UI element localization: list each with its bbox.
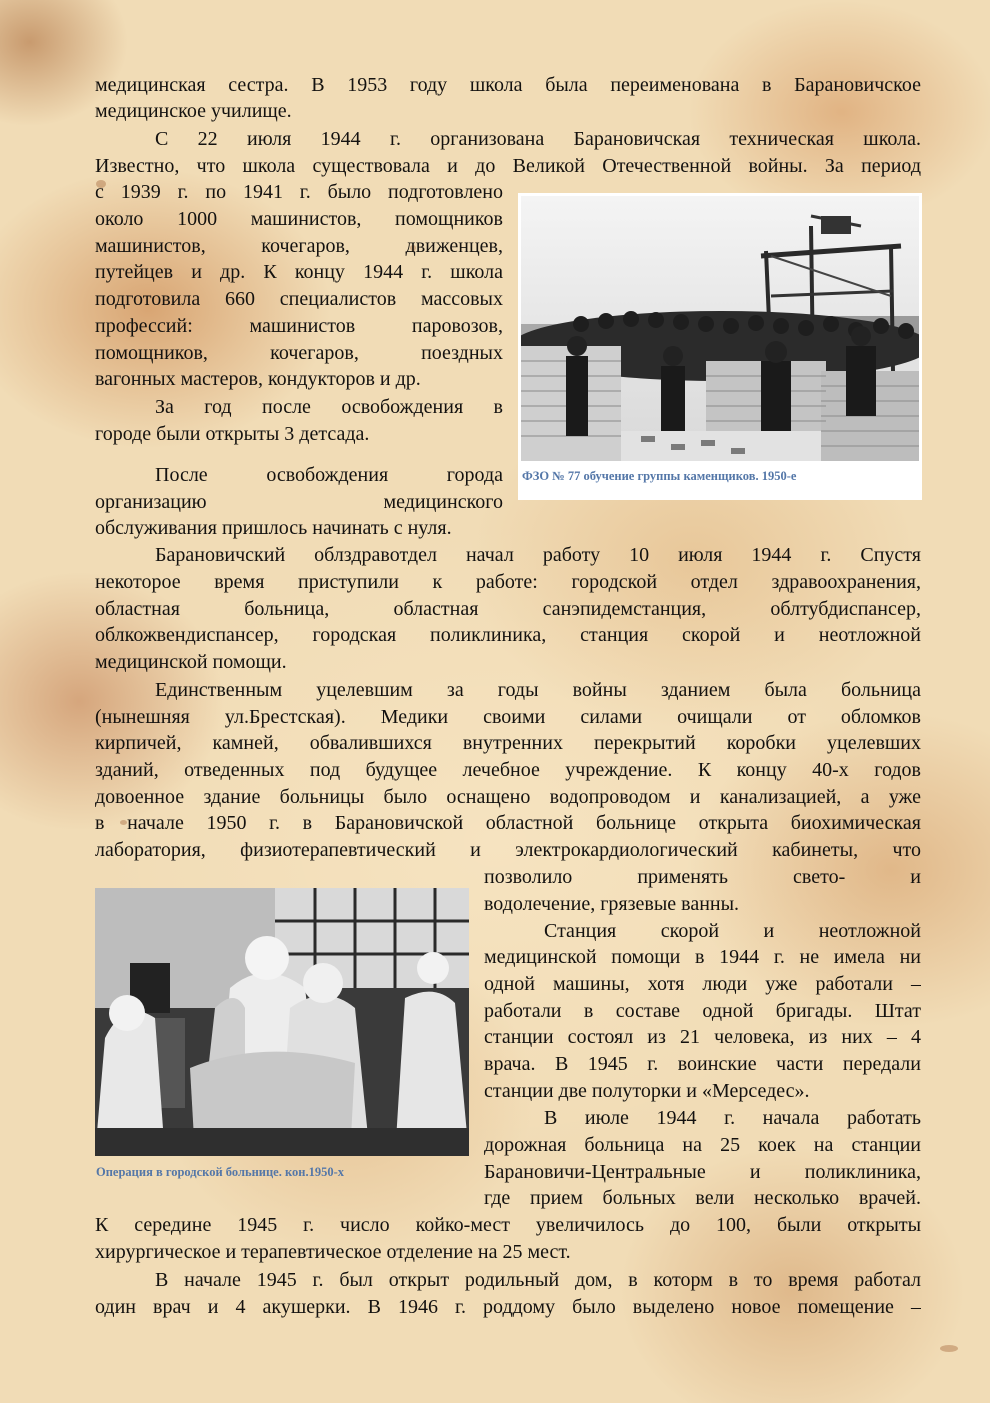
text-line: В начале 1945 г. был открыт родильный дом, в которм в то время работал	[155, 1269, 921, 1291]
text-line: помощников, кочегаров, поездных	[95, 342, 503, 364]
text-line: медицинское училище.	[95, 100, 292, 122]
text-line: довоенное здание больницы было оснащено водопроводом и канализацией, а уже	[95, 786, 921, 808]
text-line: городе были открыты 3 детсада.	[95, 423, 370, 445]
paper-stain	[940, 1345, 958, 1352]
text-line: станции две полуторки и «Мерседес».	[484, 1080, 810, 1102]
text-line: врача. В 1945 г. воинские части передали	[484, 1053, 921, 1075]
text-line: профессий: машинистов паровозов,	[95, 315, 503, 337]
masons-photo-caption: ФЗО № 77 обучение группы каменщиков. 1950-е	[522, 469, 797, 483]
text-line: Единственным уцелевшим за годы войны зданием была больница	[155, 679, 921, 701]
text-line: К середине 1945 г. число койко-мест увеличилось до 100, были открыты	[95, 1214, 921, 1236]
text-line: дорожная больница на 25 коек на станции	[484, 1134, 921, 1156]
text-line: в начале 1950 г. в Барановичской областной больнице открыта биохимическая	[95, 812, 921, 834]
text-line: подготовила 660 специалистов массовых	[95, 288, 503, 310]
text-line: За год после освобождения в	[155, 396, 503, 418]
text-line: некоторое время приступили к работе: городской отдел здравоохранения,	[95, 571, 921, 593]
surgery-photo-image	[95, 888, 469, 1156]
text-line: Барановичи-Центральные и поликлиника,	[484, 1161, 921, 1183]
text-line: один врач и 4 акушерки. В 1946 г. роддому было выделено новое помещение –	[95, 1296, 921, 1318]
text-line: После освобождения города	[155, 464, 503, 486]
surgery-photo-caption: Операция в городской больнице. кон.1950-х	[96, 1165, 345, 1179]
text-line: работали в составе одной бригады. Штат	[484, 1000, 921, 1022]
text-line: лаборатория, физиотерапевтический и электрокардиологический кабинеты, что	[95, 839, 921, 861]
text-line: машинистов, кочегаров, движенцев,	[95, 235, 503, 257]
text-line: медицинской помощи в 1944 г. не имела ни	[484, 946, 921, 968]
text-line: Известно, что школа существовала и до Великой Отечественной войны. За период	[95, 155, 921, 177]
text-line: (нынешняя ул.Брестская). Медики своими силами очищали от обломков	[95, 706, 921, 728]
text-line: обслуживания пришлось начинать с нуля.	[95, 517, 452, 539]
masons-training-photo	[521, 196, 919, 461]
text-line: станции состоял из 21 человека, из них – 4	[484, 1026, 921, 1048]
masons-photo-image	[521, 196, 919, 461]
text-line: медицинской помощи.	[95, 651, 287, 673]
text-line: водолечение, грязевые ванны.	[484, 893, 740, 915]
text-line: хирургическое и терапевтическое отделение на 25 мест.	[95, 1241, 571, 1263]
text-line: с 1939 г. по 1941 г. было подготовлено	[95, 181, 503, 203]
text-line: Барановичский облздравотдел начал работу 10 июля 1944 г. Спустя	[155, 544, 921, 566]
text-line: В июле 1944 г. начала работать	[544, 1107, 921, 1129]
text-line: где прием больных вели несколько врачей.	[484, 1187, 921, 1209]
text-line: медицинская сестра. В 1953 году школа была переименована в Барановичское	[95, 74, 921, 96]
text-line: кирпичей, камней, обвалившихся внутренних перекрытий коробки уцелевших	[95, 732, 921, 754]
surgery-photo	[95, 888, 469, 1156]
text-line: одной машины, хотя люди уже работали –	[484, 973, 921, 995]
text-line: около 1000 машинистов, помощников	[95, 208, 503, 230]
text-line: С 22 июля 1944 г. организована Барановичская техническая школа.	[155, 128, 921, 150]
text-line: вагонных мастеров, кондукторов и др.	[95, 368, 421, 390]
text-line: Станция скорой и неотложной	[544, 920, 921, 942]
text-line: зданий, отведенных под будущее лечебное учреждение. К концу 40-х годов	[95, 759, 921, 781]
text-line: организацию медицинского	[95, 491, 503, 513]
text-line: позволило применять свето- и	[484, 866, 921, 888]
text-line: облкожвендиспансер, городская поликлиника, станция скорой и неотложной	[95, 624, 921, 646]
text-line: путейцев и др. К концу 1944 г. школа	[95, 261, 503, 283]
text-line: областная больница, областная санэпидемстанция, облтубдиспансер,	[95, 598, 921, 620]
